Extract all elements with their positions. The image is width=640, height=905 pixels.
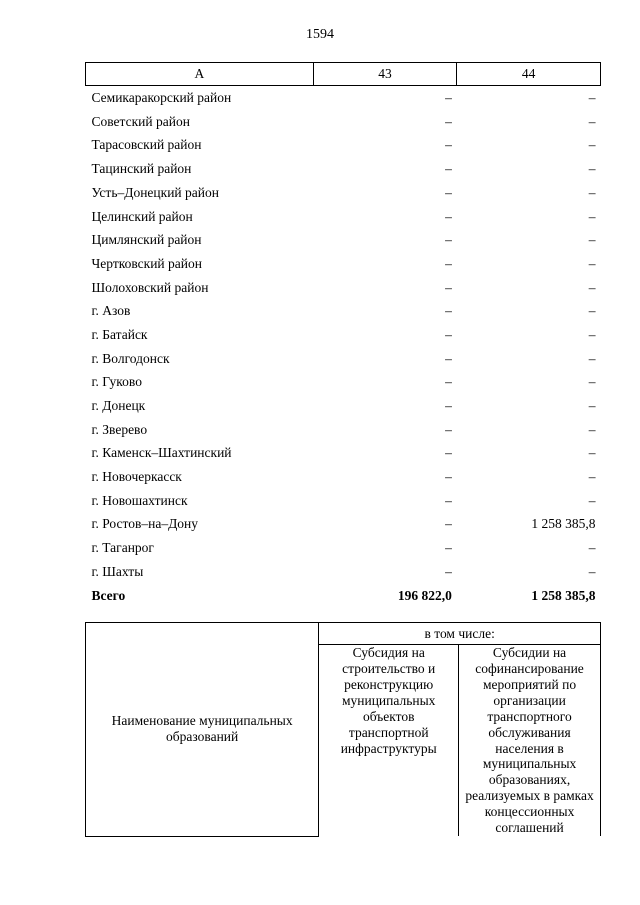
row-col43-cell: – bbox=[445, 516, 452, 532]
row-col43-cell: – bbox=[445, 279, 452, 295]
row-col44-cell: – bbox=[588, 208, 596, 224]
table-row bbox=[86, 512, 601, 536]
table-row bbox=[86, 465, 601, 489]
table-row bbox=[86, 560, 601, 584]
row-col44-cell: – bbox=[588, 421, 596, 437]
row-col44-cell: – bbox=[588, 161, 596, 177]
row-col43-cell: – bbox=[445, 137, 452, 153]
table-row bbox=[86, 394, 601, 418]
row-name-cell: Чертковский район bbox=[91, 255, 202, 271]
table-row bbox=[86, 323, 601, 347]
row-col44-cell: – bbox=[588, 326, 596, 342]
row-name-cell: г. Батайск bbox=[91, 326, 148, 342]
row-col43-cell: – bbox=[445, 492, 452, 508]
header-col-43: 43 bbox=[313, 63, 457, 86]
row-col44-cell: – bbox=[588, 232, 596, 248]
row-name-cell: Цимлянский район bbox=[91, 232, 202, 248]
total-row bbox=[86, 583, 601, 607]
row-col44-cell: – bbox=[588, 184, 596, 200]
row-col43-cell: – bbox=[445, 398, 452, 414]
row-col44-cell: – bbox=[588, 563, 596, 579]
row-col43-cell: – bbox=[445, 303, 452, 319]
row-col43-cell: – bbox=[445, 350, 452, 366]
header-col-44: 44 bbox=[457, 63, 601, 86]
row-col43-cell: – bbox=[445, 469, 452, 485]
row-col44-cell: – bbox=[588, 374, 596, 390]
row-col43-cell: – bbox=[445, 161, 452, 177]
row-col44-cell: – bbox=[588, 445, 596, 461]
table-row bbox=[86, 276, 601, 300]
row-name-cell: г. Волгодонск bbox=[91, 350, 170, 366]
table-row bbox=[86, 441, 601, 465]
table-row bbox=[86, 86, 601, 110]
row-col43-cell: – bbox=[445, 421, 452, 437]
table-row bbox=[86, 157, 601, 181]
row-col43-cell: – bbox=[445, 208, 452, 224]
row-col43-cell: – bbox=[445, 540, 452, 556]
row-name-cell: Шолоховский район bbox=[91, 279, 209, 295]
row-col44-cell: 1 258 385,8 bbox=[531, 587, 596, 603]
row-name-cell: г. Донецк bbox=[91, 398, 146, 414]
table-row bbox=[86, 252, 601, 276]
row-name-cell: Тарасовский район bbox=[91, 137, 202, 153]
page-number: 1594 bbox=[306, 27, 334, 42]
row-col43-cell: – bbox=[445, 445, 452, 461]
header-col-a: А bbox=[86, 63, 314, 86]
table-row bbox=[86, 418, 601, 442]
table-header-row bbox=[86, 63, 601, 86]
row-col44-cell: – bbox=[588, 255, 596, 271]
row-name-cell: г. Зверево bbox=[91, 421, 148, 437]
table-row bbox=[86, 489, 601, 513]
next-table-header bbox=[85, 622, 601, 837]
row-col44-cell: – bbox=[588, 398, 596, 414]
row-col43-cell: – bbox=[445, 232, 452, 248]
subsidy-table-continuation bbox=[85, 62, 601, 607]
row-col43-cell: – bbox=[445, 326, 452, 342]
row-col43-cell: – bbox=[445, 90, 452, 106]
table-row bbox=[86, 370, 601, 394]
table-row bbox=[86, 133, 601, 157]
row-col43-cell: – bbox=[445, 255, 452, 271]
row-name-cell: Всего bbox=[91, 587, 126, 603]
municipality-name-header: Наименование муниципальных образований bbox=[86, 623, 319, 837]
including-header: в том числе: bbox=[319, 623, 601, 645]
row-name-cell: г. Новошахтинск bbox=[91, 492, 188, 508]
row-col44-cell: – bbox=[588, 113, 596, 129]
row-name-cell: Усть–Донецкий район bbox=[91, 184, 219, 200]
row-col44-cell: 1 258 385,8 bbox=[531, 516, 596, 532]
row-name-cell: Советский район bbox=[91, 113, 190, 129]
table-body bbox=[86, 86, 601, 608]
row-name-cell: Целинский район bbox=[91, 208, 193, 224]
row-col43-cell: – bbox=[445, 113, 452, 129]
row-name-cell: г. Шахты bbox=[91, 563, 144, 579]
row-col44-cell: – bbox=[588, 492, 596, 508]
row-name-cell: Семикаракорский район bbox=[91, 90, 232, 106]
row-col43-cell: 196 822,0 bbox=[397, 587, 452, 603]
row-col44-cell: – bbox=[588, 303, 596, 319]
row-col43-cell: – bbox=[445, 184, 452, 200]
table-row bbox=[86, 204, 601, 228]
row-name-cell: г. Гуково bbox=[91, 374, 142, 390]
row-col44-cell: – bbox=[588, 350, 596, 366]
row-name-cell: г. Таганрог bbox=[91, 540, 154, 556]
row-col44-cell: – bbox=[588, 137, 596, 153]
row-name-cell: Тацинский район bbox=[91, 161, 192, 177]
row-name-cell: г. Новочеркасск bbox=[91, 469, 182, 485]
construction-subsidy-header: Субсидия на строительство и реконструкцию муниципальных объектов транспортной инфраструктуры bbox=[319, 645, 459, 837]
table-row bbox=[86, 228, 601, 252]
row-col44-cell: – bbox=[588, 279, 596, 295]
table-row bbox=[86, 347, 601, 371]
row-col43-cell: – bbox=[445, 374, 452, 390]
table-row bbox=[86, 181, 601, 205]
row-col44-cell: – bbox=[588, 540, 596, 556]
row-col44-cell: – bbox=[588, 469, 596, 485]
row-name-cell: г. Ростов–на–Дону bbox=[91, 516, 199, 532]
row-name-cell: г. Каменск–Шахтинский bbox=[91, 445, 232, 461]
table-row bbox=[86, 299, 601, 323]
row-name-cell: г. Азов bbox=[91, 303, 131, 319]
table-row bbox=[86, 110, 601, 134]
table-row bbox=[86, 536, 601, 560]
row-col43-cell: – bbox=[445, 563, 452, 579]
row-col44-cell: – bbox=[588, 90, 596, 106]
concession-subsidy-header: Субсидии на софинансирование мероприятий по организации транспортного обслуживания населения в муниципальных образованиях, реализуемых в рамках концессионных соглашений bbox=[459, 645, 601, 837]
